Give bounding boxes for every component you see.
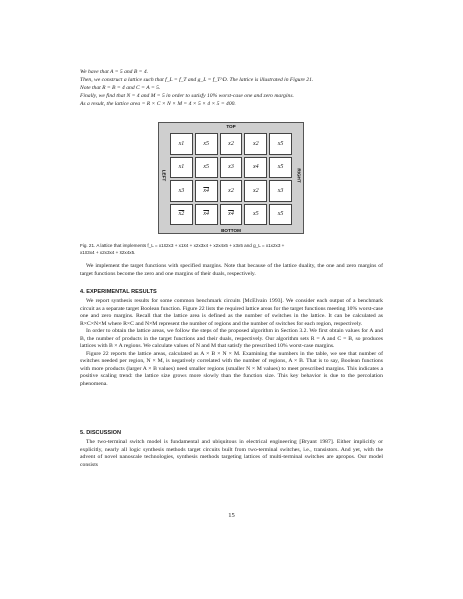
paragraph: We report synthesis results for some common benchmark circuits [McElvain 1993]. We consider each output of a benchmark circuit as a separate target Boolean function. Figure 22 lists the required lattice areas for the target functions meeting 10% worst-case one and zero margins. Recall that the lattice area is defined as the number of switches in the lattice. It can be calculated as R×C×N×M where R×C and N×M represent the number of regions and the number of switches for each region, respectively. xyxy=(80,298,383,327)
lattice-cell-literal: x2 xyxy=(252,140,259,147)
paragraph-margins xyxy=(80,263,383,278)
lattice-cell-literal: x5 xyxy=(277,140,284,147)
lattice-cell xyxy=(269,204,292,226)
intro-line: Finally, we find that N = 4 and M = 5 in order to satisfy 10% worst-case one and zero margins. xyxy=(80,92,294,99)
intro-text xyxy=(80,69,400,109)
lattice-cell xyxy=(195,157,218,179)
lattice-cell-literal: x4 xyxy=(228,211,234,218)
lattice-cell-literal: x3 xyxy=(277,187,284,194)
lattice-cell-literal: x3 xyxy=(228,164,234,171)
section-heading-discussion: 5. DISCUSSION xyxy=(80,430,122,436)
lattice-cell-literal: x2 xyxy=(228,140,234,147)
lattice-right-label: RIGHT xyxy=(296,168,302,183)
lattice-cell-literal: x5 xyxy=(277,164,284,171)
lattice-cell-literal: x2 xyxy=(178,211,185,218)
lattice-cell xyxy=(244,133,267,155)
lattice-cell xyxy=(195,180,218,202)
lattice-cell xyxy=(170,133,193,155)
lattice-cell-literal: x2 xyxy=(228,187,234,194)
lattice-cell-literal: x5 xyxy=(203,164,210,171)
intro-line: We have that A = 5 and B = 4. xyxy=(80,69,149,75)
section-heading-experimental: 4. EXPERIMENTAL RESULTS xyxy=(80,289,157,295)
intro-line: Then, we construct a lattice such that f_L = f_T and g_L = f_T^D. The lattice is illustrated in Figure 21. xyxy=(80,76,314,83)
paragraph: The two-terminal switch model is fundamental and ubiquitous in electrical engineering [Bryant 1987]. Either implicitly or explicitly, nearly all logic synthesis methods target circuits built from two-terminal switches, i.e., transistors. And yet, with the advent of novel nanoscale technologies, synthesis methods targeting lattices of multi-terminal switches are apropos. Our model consists xyxy=(80,439,383,468)
lattice-cell-literal: x1 xyxy=(178,164,185,171)
lattice-cell-literal: x5 xyxy=(203,140,210,147)
intro-line: Note that R = B = 4 and C = A = 5. xyxy=(80,84,161,91)
lattice-cell xyxy=(195,133,218,155)
lattice-bottom-label: BOTTOM xyxy=(221,227,241,233)
lattice-cell xyxy=(269,157,292,179)
section-discussion-body xyxy=(80,439,383,469)
lattice-cell xyxy=(170,204,193,226)
lattice-cell-literal: x4 xyxy=(203,211,210,218)
caption-line: Fig. 21. A lattice that implements f_L = x1x̄2x3 + x1x̄4 + x2x3x4 + x2x4x5 + x3x5 and g_L = x1x2x3 + xyxy=(80,243,285,248)
lattice-cell-literal: x4 xyxy=(252,164,259,171)
lattice-cell xyxy=(195,204,218,226)
lattice-top-label: TOP xyxy=(226,124,236,129)
paragraph: Figure 22 reports the lattice areas, calculated as A × B × N × M. Examining the numbers in the table, we see that number of switches needed per region, N × M, is negatively correlated with the number of regions, A × B. That is to say, Boolean functions with more products (larger A × B values) need smaller regions (smaller N × M values) to meet prescribed margins. This indicates a positive scaling trend: the lattice size grows more slowly than the function size. This key behavior is due to the percolation phenomena. xyxy=(80,350,383,387)
lattice-cell-literal: x1 xyxy=(178,140,185,147)
lattice-cell xyxy=(170,157,193,179)
lattice-cell xyxy=(269,133,292,155)
lattice-cell xyxy=(244,204,267,226)
lattice-cell xyxy=(170,180,193,202)
page-number: 15 xyxy=(228,512,235,519)
lattice-cell xyxy=(244,180,267,202)
lattice-grid xyxy=(170,133,292,225)
section-experimental-body xyxy=(80,298,383,388)
figure-caption xyxy=(80,243,380,256)
lattice-cell xyxy=(220,204,243,226)
lattice-cell xyxy=(220,133,243,155)
lattice-cell xyxy=(244,157,267,179)
lattice-cell xyxy=(269,180,292,202)
lattice-cell-literal: x4 xyxy=(203,187,210,194)
paragraph: In order to obtain the lattice areas, we follow the steps of the proposed algorithm in Section 3.2. We first obtain values for A and B, the number of products in the target functions and their duals, respectively. Our algorithm sets R = A and C = B, so produces lattices with B × A regions. We calculate values of N and M that satisfy the prescribed 10% worst-case margins. xyxy=(80,328,383,349)
lattice-cell xyxy=(220,157,243,179)
lattice-cell-literal: x5 xyxy=(277,211,284,218)
caption-line: x1x̄3x4 + x2x3x4 + x̄2x4x5. xyxy=(80,249,136,255)
lattice-cell xyxy=(220,180,243,202)
paragraph: We implement the target functions with specified margins. Note that because of the lattice duality, the one and zero margins of target functions become the zero and one margins of their duals, respectively. xyxy=(80,263,383,277)
lattice-cell-literal: x2 xyxy=(252,187,259,194)
intro-line: As a result, the lattice area = R × C × N × M = 4 × 5 × 4 × 5 = 400. xyxy=(80,100,236,107)
lattice-cell-literal: x3 xyxy=(178,187,185,194)
lattice-cell-literal: x5 xyxy=(252,211,259,218)
lattice-left-label: LEFT xyxy=(161,169,167,182)
